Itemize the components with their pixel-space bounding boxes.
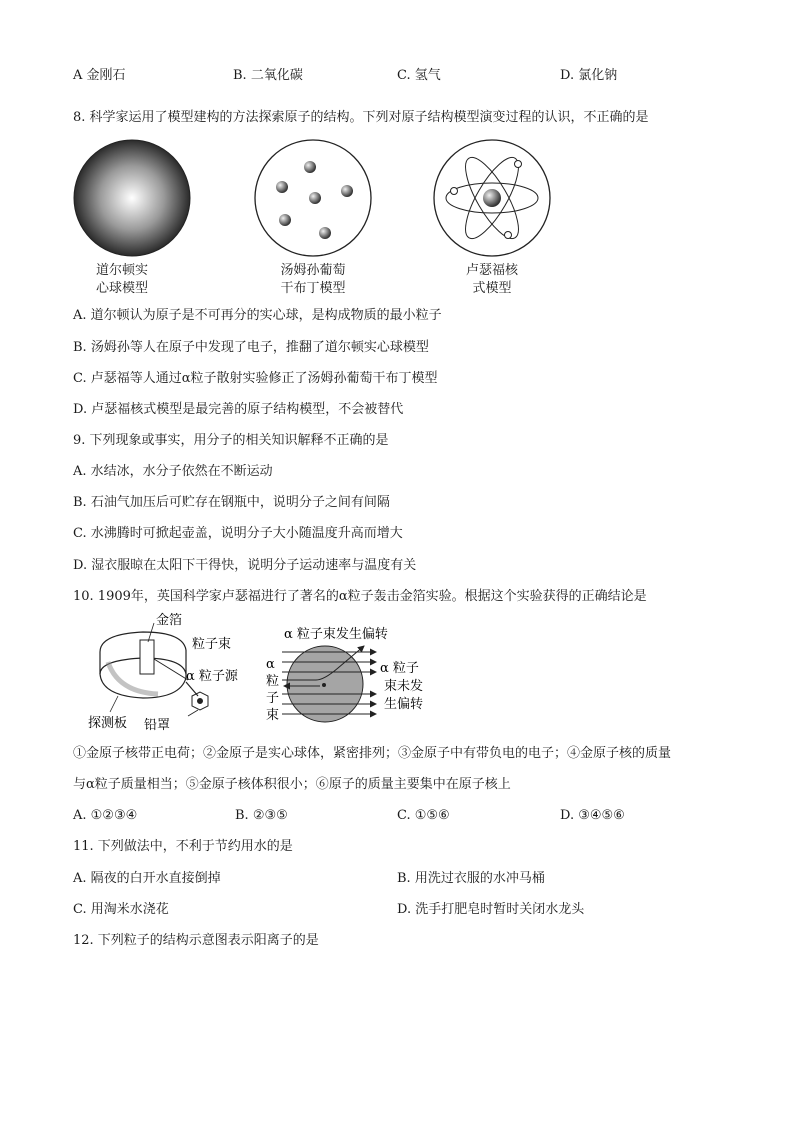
q7-option-a: A 金刚石 (73, 68, 126, 83)
q9-option-a: A. 水结冰，水分子依然在不断运动 (73, 464, 273, 479)
label-undeflected-2: 束未发 (384, 679, 424, 694)
q10-statement-line1: ①金原子核带正电荷；②金原子是实心球体，紧密排列；③金原子中有带负电的电子；④金原子核的质量 (73, 746, 672, 761)
q11-option-c: C. 用淘米水浇花 (73, 902, 169, 917)
q12-stem: 12. 下列粒子的结构示意图表示阳离子的是 (73, 933, 319, 948)
label-alpha-3: 子 (266, 691, 280, 706)
label-alpha-2: 粒 (266, 674, 280, 689)
label-beam: 粒子束 (192, 637, 232, 652)
q10-statement-line2: 与α粒子质量相当；⑤金原子核体积很小；⑥原子的质量主要集中在原子核上 (73, 777, 511, 792)
rutherford-caption-line2: 式模型 (472, 281, 512, 296)
thomson-model-icon (255, 140, 371, 256)
q8-option-c: C. 卢瑟福等人通过α粒子散射实验修正了汤姆孙葡萄干布丁模型 (73, 371, 438, 386)
q11-option-a: A. 隔夜的白开水直接倒掉 (73, 871, 221, 886)
q9-option-c: C. 水沸腾时可掀起壶盖，说明分子大小随温度升高而增大 (73, 526, 403, 541)
q8-option-b: B. 汤姆孙等人在原子中发现了电子，推翻了道尔顿实心球模型 (73, 340, 429, 355)
q8-stem: 8. 科学家运用了模型建构的方法探索原子的结构。下列对原子结构模型演变过程的认识，不正确的是 (73, 110, 649, 125)
rutherford-caption (432, 262, 552, 298)
q8-option-d: D. 卢瑟福核式模型是最完善的原子结构模型，不会被替代 (73, 402, 404, 417)
q10-option-c: C. ①⑤⑥ (397, 808, 450, 823)
q8-atom-models-figure (60, 134, 580, 264)
rutherford-model-icon (434, 140, 550, 256)
label-lead: 铅罩 (144, 718, 171, 733)
dalton-model-icon (74, 140, 190, 256)
dalton-caption-line1: 道尔顿实 (95, 263, 148, 278)
label-source: α 粒子源 (186, 669, 238, 684)
q11-option-b: B. 用洗过衣服的水冲马桶 (397, 871, 545, 886)
label-undeflected-3: 生偏转 (384, 697, 424, 712)
label-alpha-4: 束 (266, 708, 280, 723)
q7-option-b: B. 二氧化碳 (233, 68, 303, 83)
label-detector: 探测板 (88, 716, 128, 731)
q10-option-d: D. ③④⑤⑥ (560, 808, 625, 823)
dalton-caption (62, 262, 182, 298)
q7-option-c: C. 氢气 (397, 68, 441, 83)
q10-option-a: A. ①②③④ (73, 808, 138, 823)
q10-scattering-figure (88, 612, 448, 740)
label-gold-foil: 金箔 (156, 613, 183, 628)
q10-stem: 10. 1909年，英国科学家卢瑟福进行了著名的α粒子轰击金箔实验。根据这个实验获得的正确结论是 (73, 589, 647, 604)
q8-option-a: A. 道尔顿认为原子是不可再分的实心球，是构成物质的最小粒子 (73, 308, 442, 323)
label-alpha-1: α (266, 657, 275, 672)
rutherford-caption-line1: 卢瑟福核 (465, 263, 518, 278)
thomson-caption-line2: 干布丁模型 (280, 281, 346, 296)
label-deflect: α 粒子束发生偏转 (284, 627, 388, 642)
thomson-caption (253, 262, 373, 298)
q9-option-d: D. 湿衣服晾在太阳下干得快，说明分子运动速率与温度有关 (73, 558, 417, 573)
q10-option-b: B. ②③⑤ (235, 808, 288, 823)
q9-option-b: B. 石油气加压后可贮存在钢瓶中，说明分子之间有间隔 (73, 495, 390, 510)
q7-option-d: D. 氯化钠 (560, 68, 618, 83)
alpha-source-icon (192, 692, 208, 710)
q11-stem: 11. 下列做法中，不利于节约用水的是 (73, 839, 293, 854)
gold-foil-icon (140, 640, 154, 674)
thomson-caption-line1: 汤姆孙葡萄 (280, 263, 346, 278)
label-undeflected-1: α 粒子 (380, 661, 419, 676)
q11-option-d: D. 洗手打肥皂时暂时关闭水龙头 (397, 902, 585, 917)
dalton-caption-line2: 心球模型 (95, 281, 148, 296)
q9-stem: 9. 下列现象或事实，用分子的相关知识解释不正确的是 (73, 433, 389, 448)
